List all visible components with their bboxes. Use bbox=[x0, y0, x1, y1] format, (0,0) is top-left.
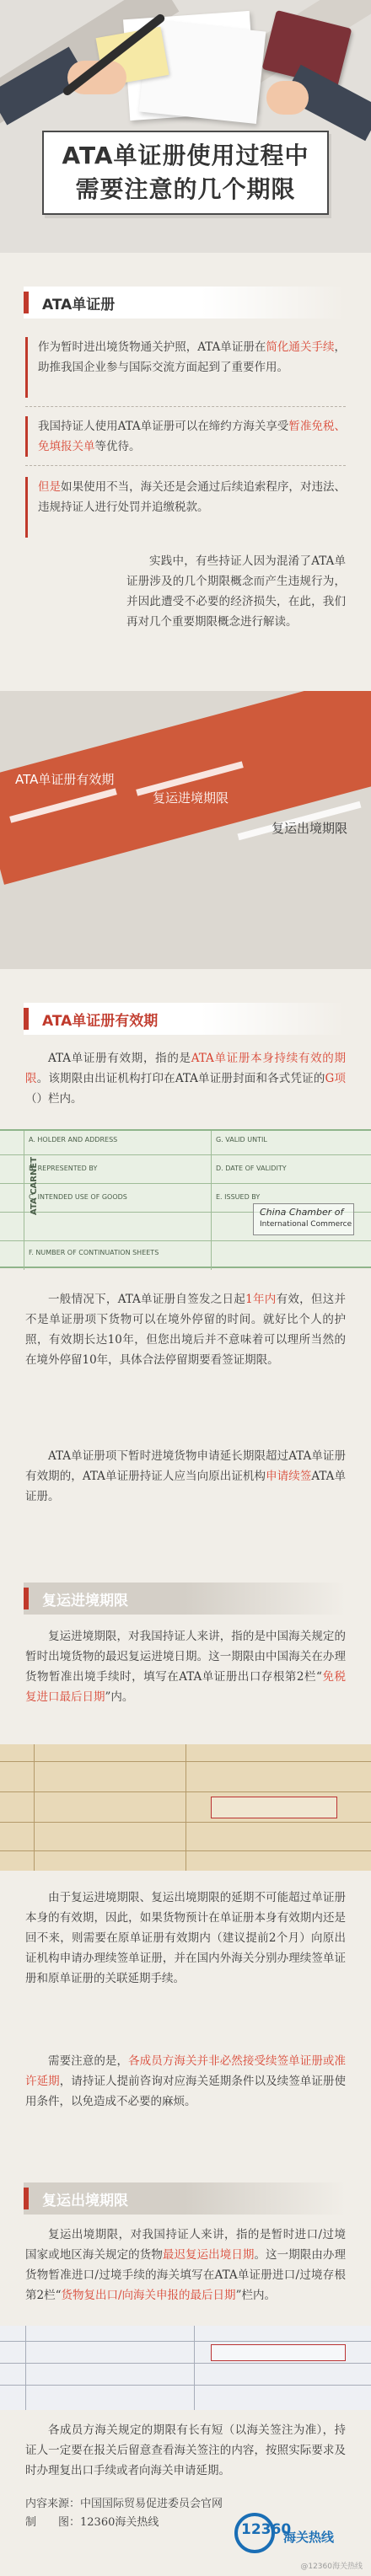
band-label-validity: ATA单证册有效期 bbox=[15, 772, 115, 787]
divider bbox=[25, 465, 346, 466]
footer-made-by: 制 图：12360海关热线 bbox=[25, 2516, 159, 2529]
band-label-reentry: 复运进境期限 bbox=[153, 790, 229, 806]
section-header-reentry bbox=[24, 1583, 346, 1615]
section-title: 复运进境期限 bbox=[42, 1592, 128, 1609]
validity-paragraph-1: ATA单证册有效期，指的是ATA单证册本身持续有效的期限。该期限由出证机构打印在ATA单证册封面和各式凭证的G项（）栏内。 bbox=[25, 1052, 346, 1106]
band-label-reexport: 复运出境期限 bbox=[272, 821, 348, 836]
carnet-vertical-label: ATA CARNET bbox=[30, 1156, 40, 1216]
validity-paragraph-3: ATA单证册项下暂时进境货物申请延长期限超过ATA单证册有效期的，ATA单证册持证人应当向原出证机构申请续签ATA单证册。 bbox=[25, 1449, 346, 1503]
reexport-paragraph-2: 各成员方海关规定的期限有长有短（以海关签注为准），持证人一定要在报关后留意查看海关签注的内容，按照实际要求及时办理复出口手续或者向海关申请延期。 bbox=[25, 2423, 346, 2477]
hotline-logo bbox=[234, 2509, 361, 2558]
title-box bbox=[42, 131, 329, 215]
validity-paragraph-2: 一般情况下，ATA单证册自签发之日起1年内有效，但这并不是单证册项下货物可以在境外停留的时间。就好比个人的护照，有效期长达10年，但您出境后并不意味着可以理所当然的在境外停留10年，具体合法停留期要看签证期限。 bbox=[25, 1293, 346, 1367]
import-counterfoil-image bbox=[0, 2326, 371, 2410]
footer-source: 内容来源：中国国际贸易促进委员会官网 bbox=[25, 2498, 223, 2510]
section-title: ATA单证册有效期 bbox=[42, 1012, 159, 1030]
intro-paragraph-3: 但是如果使用不当，海关还是会通过后续追索程序，对违法、违规持证人进行处罚并追缴税款。 bbox=[25, 477, 346, 538]
logo-number: 12360 bbox=[241, 2521, 292, 2538]
carnet-cover-image: ATA CARNET A. HOLDER AND ADDRESS G. VALID UNTIL B. REPRESENTED BY D. DATE OF VALIDITY C. INTENDED USE OF GOODS E. ISSUED BY F. NUMBER OF CONTINUATION SHEETS China Chamber of International Commerce bbox=[0, 1129, 371, 1268]
header-illustration bbox=[0, 0, 371, 253]
reexport-paragraph-1: 复运出境期限，对我国持证人来讲，指的是暂时进口/过境国家或地区海关规定的货物最迟复运出境日期。这一期限由办理货物暂准进口/过境手续的海关填写在ATA单证册进口/过境存根第2栏“货物复出口/向海关申报的最后日期”栏内。 bbox=[25, 2228, 347, 2302]
date-field-highlight bbox=[211, 1797, 337, 1818]
intro-paragraph-1: 作为暂时进出境货物通关护照，ATA单证册在简化通关手续，助推我国企业参与国际交流方面起到了重要作用。 bbox=[25, 337, 346, 398]
reexport-main-paragraph-1: 由于复运进境期限、复运出境期限的延期不可能超过单证册本身的有效期，因此，如果货物预计在单证册本身有效期内还是回不来，则需要在原单证册有效期内（建议提前2个月）向原出证机构申请办理续签单证册，并在国内外海关分别办理续签单证册和原单证册的关联延期手续。 bbox=[25, 1891, 346, 1985]
logo-text: 海关热线 bbox=[283, 2530, 335, 2545]
section-header-reexport bbox=[24, 2182, 346, 2215]
reentry-paragraph-1: 复运进境期限，对我国持证人来讲，指的是中国海关规定的暂时出境货物的最迟复运进境日期。这一期限由中国海关在办理货物暂准出境手续时，填写在ATA单证册出口存根第2栏“免税复进口最后日期”内。 bbox=[25, 1630, 346, 1704]
page-title-line-1: ATA单证册使用过程中 bbox=[62, 142, 309, 169]
export-counterfoil-image bbox=[0, 1744, 371, 1871]
watermark: @12360海关热线 bbox=[300, 2563, 363, 2571]
section-header-ata bbox=[24, 287, 346, 319]
hand-illustration bbox=[266, 81, 309, 115]
section-header-validity bbox=[24, 1003, 346, 1035]
divider bbox=[25, 406, 346, 407]
page-title-line-2: 需要注意的几个期限 bbox=[75, 175, 296, 203]
period-band bbox=[0, 691, 371, 969]
date-field-highlight bbox=[211, 2344, 346, 2361]
section-title: 复运出境期限 bbox=[42, 2192, 128, 2209]
intro-paragraph-2: 我国持证人使用ATA单证册可以在缔约方海关享受暂准免税、免填报关单等优待。 bbox=[25, 416, 346, 457]
intro-paragraph-4: 实践中，有些持证人因为混淆了ATA单证册涉及的几个期限概念而产生违规行为，并因此遭受不必要的经济损失，在此，我们再对几个重要期限概念进行解读。 bbox=[126, 554, 346, 629]
reexport-main-paragraph-2: 需要注意的是，各成员方海关并非必然接受续签单证册或准许延期，请持证人提前咨询对应海关延期条件以及续签单证册使用条件，以免造成不必要的麻烦。 bbox=[25, 2054, 347, 2108]
section-title: ATA单证册 bbox=[42, 296, 116, 313]
